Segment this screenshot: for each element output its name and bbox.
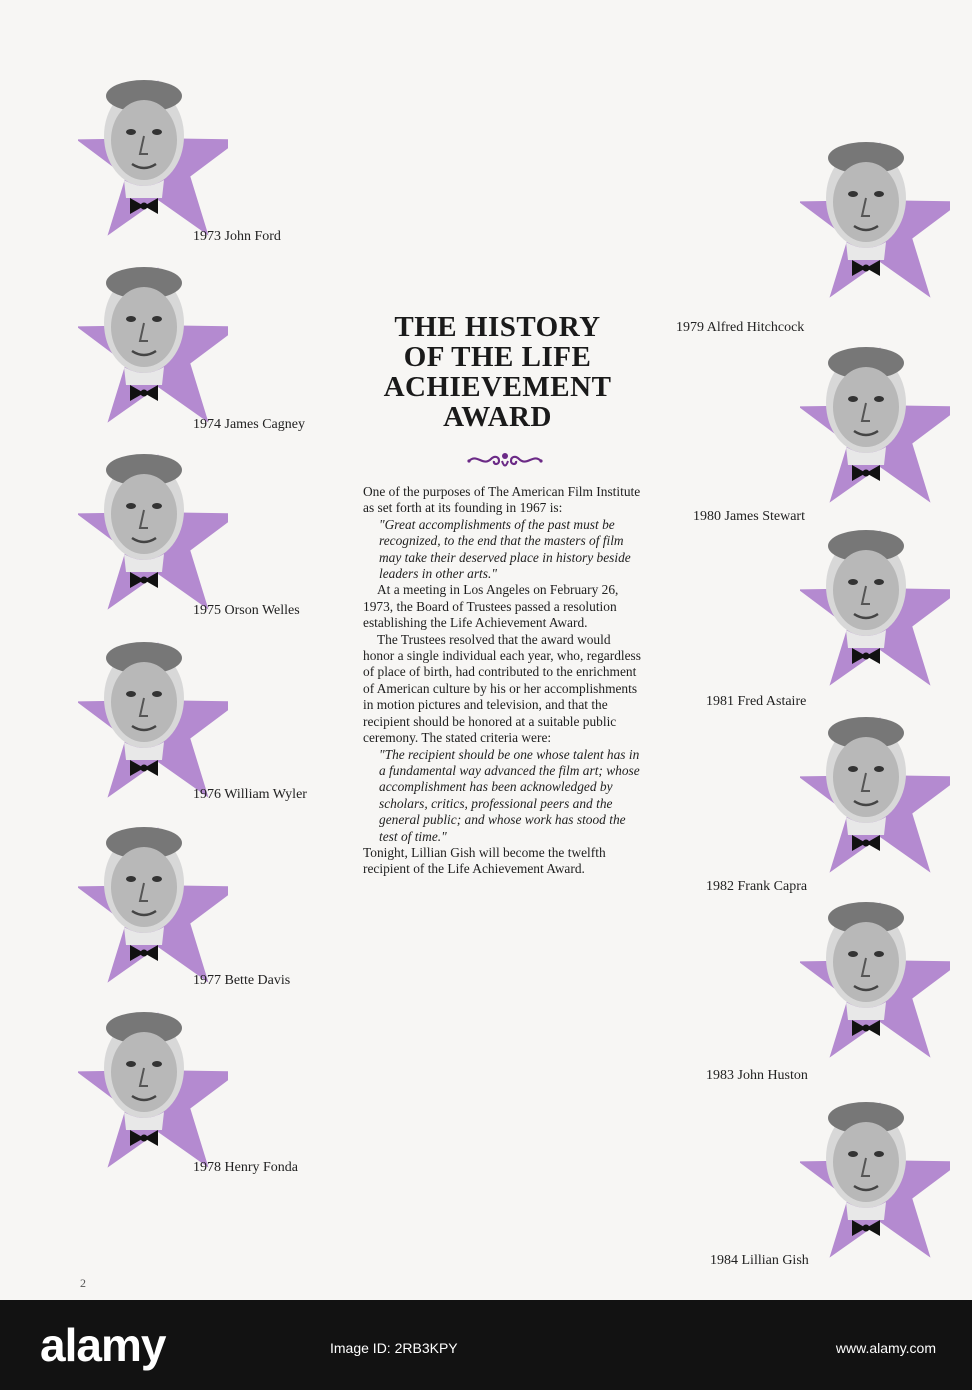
portrait-lillian-gish xyxy=(800,1090,950,1270)
caption-fred-astaire: 1981 Fred Astaire xyxy=(706,694,807,709)
caption-james-stewart: 1980 James Stewart xyxy=(693,509,805,524)
title-line-1: THE HISTORY xyxy=(394,311,601,343)
caption-lillian-gish: 1984 Lillian Gish xyxy=(710,1253,809,1268)
criteria-quote-2: "The recipient should be one whose talent has in a fundamental way advanced the film art; whose accomplishment has been acknowledged by scholars, critics, professional peers and the general public; and whose work has stood the test of time." xyxy=(379,746,640,844)
portrait-john-huston xyxy=(800,890,950,1070)
footer-url: www.alamy.com xyxy=(835,1340,936,1356)
caption-john-huston: 1983 John Huston xyxy=(706,1068,808,1083)
portrait-james-cagney xyxy=(78,255,228,435)
page-number: 2 xyxy=(80,1276,86,1290)
portrait-henry-fonda xyxy=(78,1000,228,1180)
caption-james-cagney: 1974 James Cagney xyxy=(193,417,305,432)
footer-logo: alamy xyxy=(40,1319,166,1371)
portrait-frank-capra xyxy=(800,705,950,885)
portrait-alfred-hitchcock xyxy=(800,130,950,310)
caption-william-wyler: 1976 William Wyler xyxy=(193,787,307,802)
trustees-paragraph: The Trustees resolved that the award would honor a single individual each year, who, regardless of place of birth, had contributed to the enrichment of American culture by his or her accomplishments in motion pictures and television, and that the recipient should be honored at a suitable public ceremony. The stated criteria were: xyxy=(363,631,641,746)
title-line-2: OF THE LIFE xyxy=(403,341,592,373)
portrait-fred-astaire xyxy=(800,518,950,698)
caption-henry-fonda: 1978 Henry Fonda xyxy=(193,1160,298,1175)
caption-orson-welles: 1975 Orson Welles xyxy=(193,603,300,618)
caption-bette-davis: 1977 Bette Davis xyxy=(193,973,291,988)
portrait-john-ford xyxy=(78,68,228,248)
page-title xyxy=(355,312,640,432)
title-line-4: AWARD xyxy=(443,401,552,433)
caption-frank-capra: 1982 Frank Capra xyxy=(706,879,808,894)
portrait-james-stewart xyxy=(800,335,950,515)
footer-image-id: Image ID: 2RB3KPY xyxy=(330,1340,458,1356)
meeting-paragraph: At a meeting in Los Angeles on February 26, 1973, the Board of Trustees passed a resolution establishing the Life Achievement Award. xyxy=(363,582,619,631)
history-body xyxy=(363,484,641,878)
caption-alfred-hitchcock: 1979 Alfred Hitchcock xyxy=(676,320,805,335)
tonight-paragraph: Tonight, Lillian Gish will become the twelfth recipient of the Life Achievement Award. xyxy=(363,844,606,877)
intro-paragraph: One of the purposes of The American Film Institute as set forth at its founding in 1967 is: xyxy=(363,484,641,516)
title-line-3: ACHIEVEMENT xyxy=(383,371,612,403)
watermark-footer xyxy=(0,1300,972,1390)
portrait-bette-davis xyxy=(78,815,228,995)
portrait-william-wyler xyxy=(78,630,228,810)
ornament-flourish-icon xyxy=(465,446,545,472)
criteria-quote-1: "Great accomplishments of the past must be recognized, to the end that the masters of film may take their deserved place in history beside leaders in other arts." xyxy=(379,516,631,582)
portrait-orson-welles xyxy=(78,442,228,622)
caption-john-ford: 1973 John Ford xyxy=(193,229,281,244)
